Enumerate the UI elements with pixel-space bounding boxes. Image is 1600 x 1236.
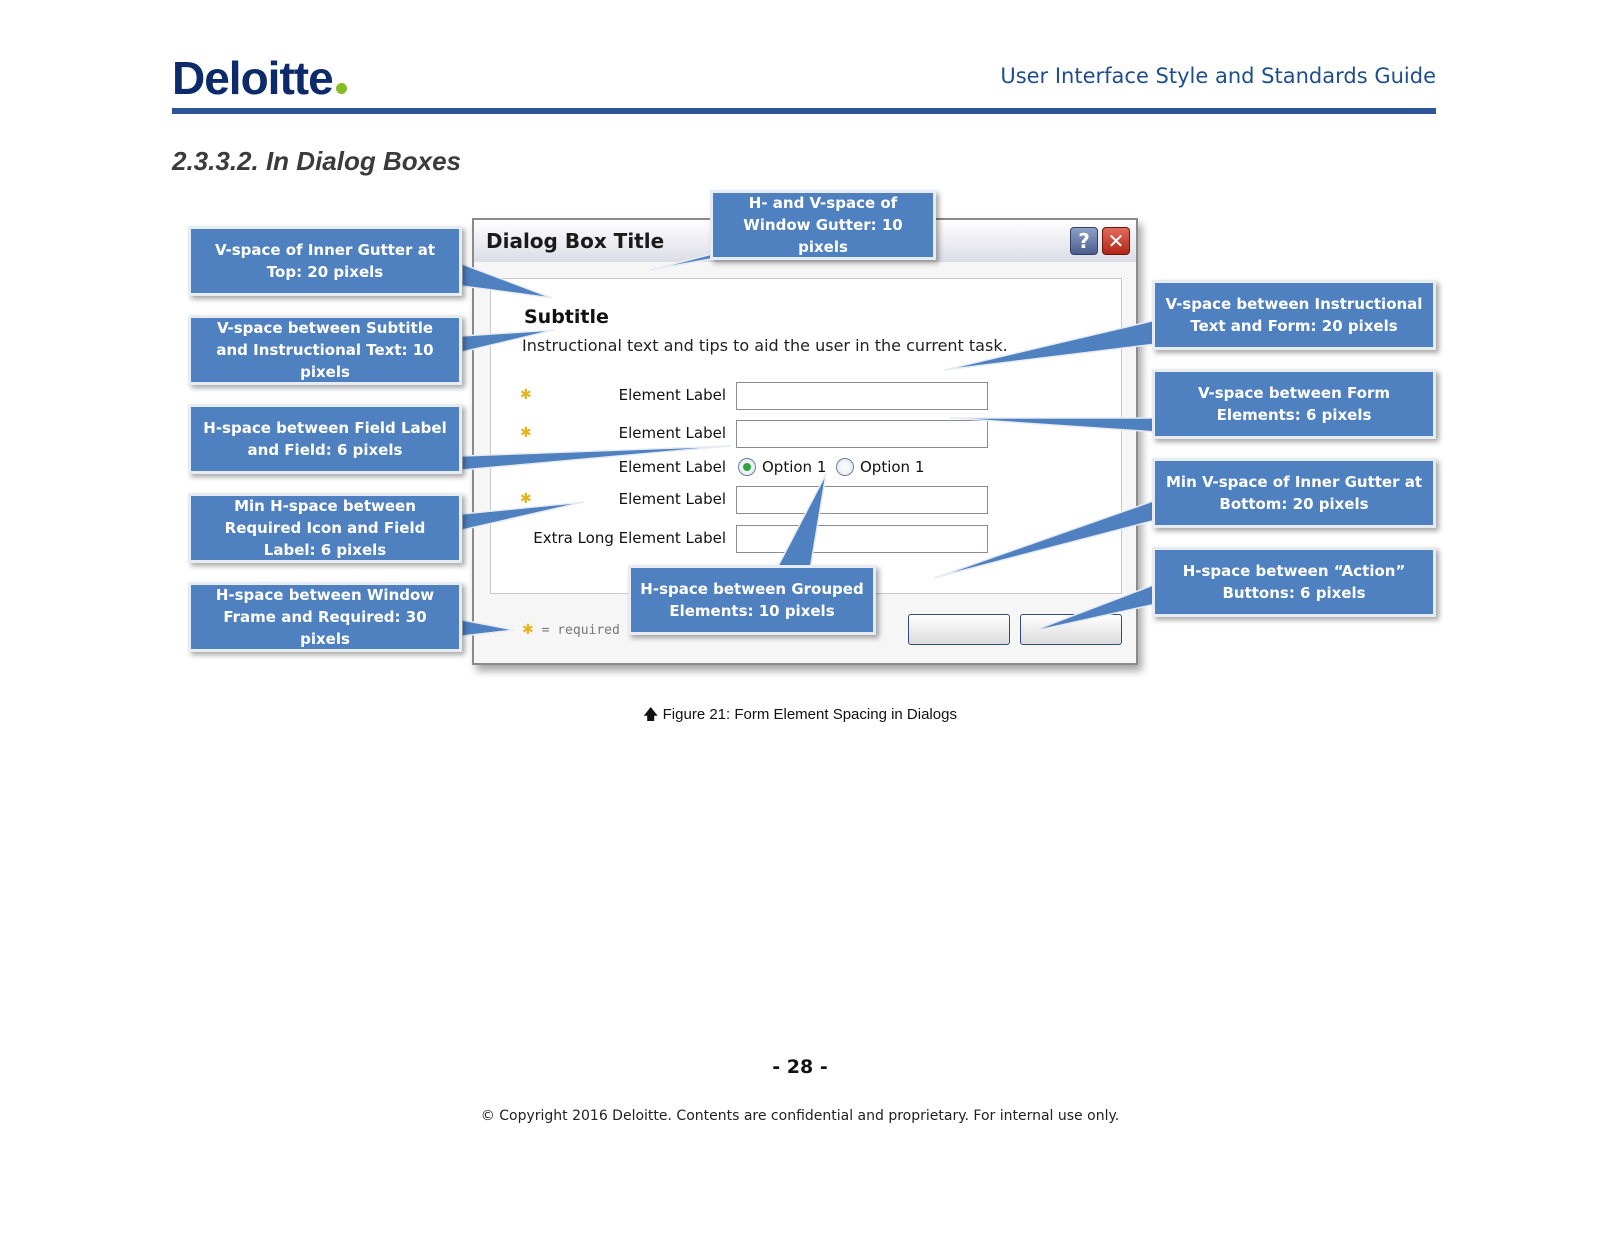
close-glyph: ✕ (1107, 229, 1125, 253)
callout-text: V-space of Inner Gutter at Top: 20 pixels (214, 241, 436, 281)
required-icon: ✱ (520, 491, 532, 507)
leader-inner-gutter-top (462, 264, 552, 298)
figure-caption (0, 704, 1600, 729)
callout-required-label (188, 493, 462, 563)
field-label: Element Label (618, 424, 726, 442)
copyright-notice: © Copyright 2016 Deloitte. Contents are confidential and proprietary. For internal use only. (480, 1108, 1120, 1124)
callout-form-elements (1152, 369, 1436, 439)
help-glyph: ? (1078, 229, 1090, 253)
leader-grouped (776, 474, 826, 570)
callout-subtitle-instr (188, 315, 462, 385)
callout-label-field (188, 404, 462, 474)
callout-text: H-space between Field Label and Field: 6 pixels (203, 419, 447, 459)
logo-text: Deloitte (172, 52, 333, 104)
callout-text: H-space between Grouped Elements: 10 pixels (640, 580, 864, 620)
field-label: Element Label (618, 386, 726, 404)
callout-frame-required (188, 582, 462, 652)
page-number: - 28 - (772, 1056, 828, 1078)
required-icon: ✱ (522, 622, 534, 638)
callout-text: V-space between Subtitle and Instructional Text: 10 pixels (216, 319, 434, 381)
leader-inner-gutter-bottom (934, 500, 1156, 578)
callout-text: H-space between Window Frame and Required: 30 pixels (215, 586, 435, 648)
radio-option-label: Option 1 (762, 458, 827, 476)
leader-instr-form (944, 320, 1156, 370)
callout-inner-gutter-bottom (1152, 458, 1436, 528)
caption-text: Figure 21: Form Element Spacing in Dialogs (662, 706, 957, 723)
callout-text: H- and V-space of Window Gutter: 10 pixels (743, 194, 903, 256)
callout-text: Min H-space between Required Icon and Field Label: 6 pixels (224, 497, 426, 559)
leader-required-label (462, 502, 584, 530)
leader-subtitle-instr (462, 330, 554, 352)
required-icon: ✱ (520, 387, 532, 403)
callout-text: Min V-space of Inner Gutter at Bottom: 20 pixels (1166, 473, 1422, 513)
callout-text: V-space between Form Elements: 6 pixels (1198, 384, 1390, 424)
document-title: User Interface Style and Standards Guide (1000, 64, 1436, 88)
field-label: Element Label (618, 490, 726, 508)
up-arrow-icon: 🡅 (643, 706, 659, 723)
callout-instr-form (1152, 280, 1436, 350)
callout-window-gutter (710, 190, 936, 260)
radio-option-label: Option 1 (860, 458, 925, 476)
leader-form-elements (950, 418, 1156, 432)
instructional-text: Instructional text and tips to aid the user in the current task. (522, 336, 1008, 355)
dialog-subtitle: Subtitle (524, 306, 609, 328)
leader-frame-required (462, 620, 514, 636)
leader-label-field (462, 446, 730, 470)
field-label: Extra Long Element Label (533, 529, 726, 547)
required-icon: ✱ (520, 425, 532, 441)
callout-action-buttons (1152, 547, 1436, 617)
dialog-title: Dialog Box Title (486, 229, 665, 253)
section-heading: 2.3.3.2. In Dialog Boxes (172, 146, 461, 176)
leader-action-buttons (1030, 584, 1156, 632)
required-legend-text: = required (541, 623, 620, 638)
callout-grouped (628, 565, 876, 635)
callout-text: V-space between Instructional Text and Form: 20 pixels (1165, 295, 1423, 335)
callout-inner-gutter-top (188, 226, 462, 296)
field-label: Element Label (618, 458, 726, 476)
callout-text: H-space between “Action” Buttons: 6 pixels (1182, 562, 1406, 602)
